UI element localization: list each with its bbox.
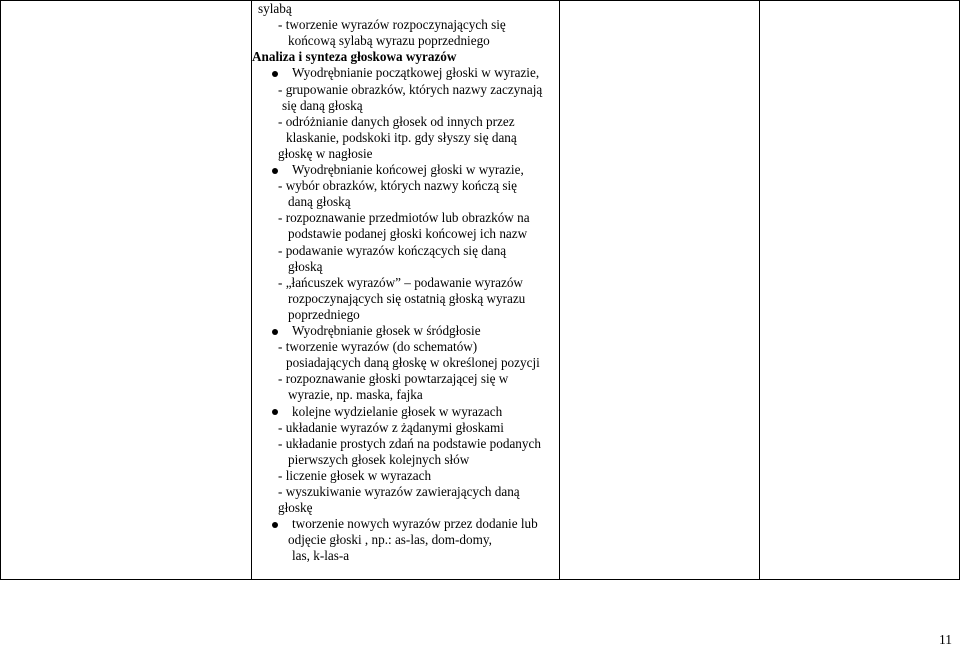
table-cell-content: [252, 1, 560, 580]
text-line: las, k-las-a: [292, 548, 350, 564]
bullet-icon: [272, 329, 278, 335]
text-line: daną głoską: [288, 194, 351, 210]
table-cell-empty-3: [560, 1, 760, 580]
bullet-icon: [272, 168, 278, 174]
text-line: Analiza i synteza głoskowa wyrazów: [252, 49, 457, 65]
bullet-icon: [272, 522, 278, 528]
table-row: [1, 1, 960, 580]
text-line: - układanie wyrazów z żądanymi głoskami: [278, 419, 504, 435]
text-line: - odróżnianie danych głosek od innych przez: [278, 113, 515, 129]
text-line: posiadających daną głoskę w określonej pozycji: [286, 355, 540, 371]
text-line: - „łańcuszek wyrazów” – podawanie wyrazów: [278, 274, 523, 290]
text-line: - układanie prostych zdań na podstawie podanych: [278, 435, 541, 451]
text-line: klaskanie, podskoki itp. gdy słyszy się daną: [286, 129, 517, 145]
text-line: Wyodrębnianie końcowej głoski w wyrazie,: [292, 162, 524, 177]
text-line: rozpoczynających się ostatnią głoską wyrazu: [288, 290, 526, 306]
text-line: głoskę: [278, 500, 313, 516]
text-line: Wyodrębnianie początkowej głoski w wyrazie,: [292, 65, 540, 81]
text-line: podstawie podanej głoski końcowej ich nazw: [288, 226, 528, 242]
text-line: Wyodrębnianie głosek w śródgłosie: [292, 323, 481, 338]
text-line: pierwszych głosek kolejnych słów: [288, 451, 470, 467]
text-line: - wybór obrazków, których nazwy kończą się: [278, 178, 517, 194]
text-line: - rozpoznawanie przedmiotów lub obrazków na: [278, 210, 530, 226]
text-line: - wyszukiwanie wyrazów zawierających daną: [278, 484, 520, 499]
text-line: - tworzenie wyrazów rozpoczynających się: [278, 17, 506, 33]
text-line: wyrazie, np. maska, fajka: [288, 387, 423, 403]
text-line: się daną głoską: [282, 97, 363, 113]
text-line: sylabą: [258, 1, 292, 16]
table-cell-empty-4: [760, 1, 960, 580]
page-number: 11: [939, 632, 952, 647]
text-line: - liczenie głosek w wyrazach: [278, 467, 432, 483]
text-line: - grupowanie obrazków, których nazwy zaczynają: [278, 81, 543, 97]
text-line: - podawanie wyrazów kończących się daną: [278, 242, 507, 258]
text-line: - rozpoznawanie głoski powtarzającej się w: [278, 371, 509, 387]
text-line: - tworzenie wyrazów (do schematów): [278, 339, 478, 355]
text-line: odjęcie głoski , np.: as-las, dom-domy,: [288, 532, 492, 548]
cell-content: [252, 1, 559, 579]
text-line: tworzenie nowych wyrazów przez dodanie lub: [292, 516, 538, 532]
table-cell-empty-1: [1, 1, 252, 580]
text-line: poprzedniego: [288, 306, 360, 322]
text-line: kolejne wydzielanie głosek w wyrazach: [292, 403, 503, 419]
text-line: głoskę w nagłosie: [278, 145, 373, 161]
text-line: głoską: [288, 258, 323, 274]
bullet-icon: [272, 409, 278, 415]
text-line: końcową sylabą wyrazu poprzedniego: [288, 33, 490, 49]
bullet-icon: [272, 71, 278, 77]
